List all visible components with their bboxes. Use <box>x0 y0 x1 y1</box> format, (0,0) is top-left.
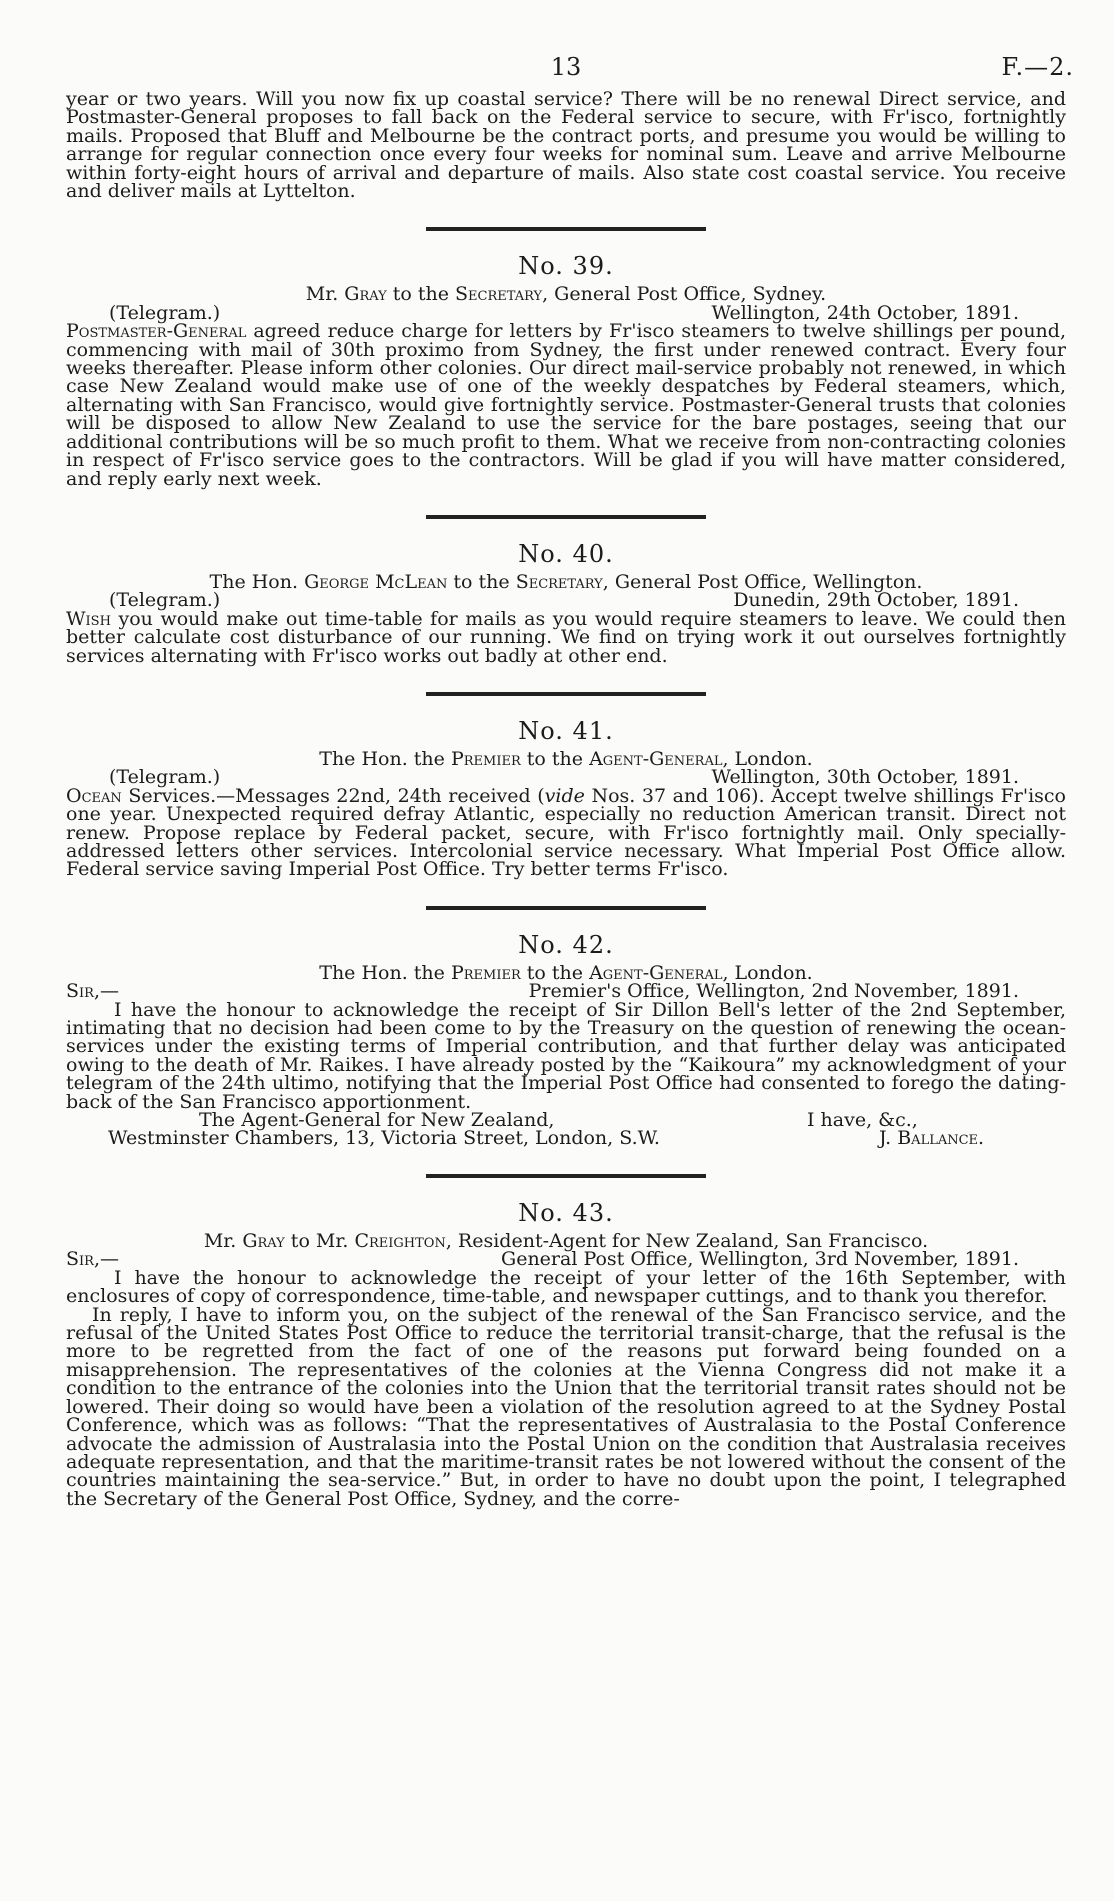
signatory: J. Ballance. <box>879 1127 985 1150</box>
section-divider <box>426 1174 706 1178</box>
addressee-address: Westminster Chambers, 13, Victoria Street, London, S.W. <box>108 1127 660 1150</box>
telegram-label: (Telegram.) <box>109 766 221 789</box>
section-number-39: No. 39. <box>518 252 614 281</box>
salutation: Sir,— <box>66 980 119 1003</box>
intro-paragraph: year or two years. Will you now fix up coastal service? There will be no renewal Direct service, and Postmaster-General proposes to fall back on the Federal service to secure, with Fr'isco, fortnightly mails. Proposed that Bluff and Melbourne be the contract ports, and presume you would be willing to arrange for regular connection once every four weeks for nominal sum. Leave and arrive Melbourne within forty-eight hours of arrival and departure of mails. Also state cost coastal service. You receive and deliver mails at Lyttelton. <box>66 88 1066 203</box>
section-divider <box>426 692 706 696</box>
place-date: Wellington, 24th October, 1891. <box>711 301 1019 324</box>
salutation-row-42 <box>66 980 1066 1003</box>
telegram-label: (Telegram.) <box>109 589 221 612</box>
section-body-43-p2: In reply, I have to inform you, on the subject of the renewal of the San Francisco service, and the refusal of the United States Post Office to reduce the territorial transit-charge, that the refusal is the more to be regretted from the fact of one of the reasons put forward being founded on a misapprehension. The representatives of the colonies at the Vienna Congress did not make it a condition to the entrance of the colonies into the Union that the territorial transit rates should not be lowered. Their doing so would have been a violation of the resolution agreed to at the Sydney Postal Conference, which was as follows: “That the representatives of Australasia to the Postal Conference advocate the admission of Australasia into the Postal Union on the condition that Australasia receives adequate representation, and that the maritime-transit rates be not lowered without the consent of the countries maintaining the sea-service.” But, in order to have no doubt upon the point, I telegraphed the Secretary of the General Post Office, Sydney, and the corre- <box>66 1303 1066 1510</box>
place-date: Premier's Office, Wellington, 2nd November, 1891. <box>528 980 1019 1003</box>
section-title-40: The Hon. George McLean to the Secretary, General Post Office, Wellington. <box>209 570 923 593</box>
section-body-40: Wish you would make out time-table for mails as you would require steamers to leave. We could then better calculate cost disturbance of our running. We find on trying work it out ourselves fortnightly services alternating with Fr'isco works out badly at other end. <box>66 607 1066 667</box>
section-number-42: No. 42. <box>518 930 614 959</box>
section-divider <box>426 906 706 910</box>
section-title-43: Mr. Gray to Mr. Creighton, Resident-Agent for New Zealand, San Francisco. <box>203 1230 929 1253</box>
closing: I have, &c., <box>807 1109 918 1132</box>
place-date: Dunedin, 29th October, 1891. <box>733 589 1019 612</box>
place-date: Wellington, 30th October, 1891. <box>711 766 1019 789</box>
section-number-40: No. 40. <box>518 539 614 568</box>
section-title-39: Mr. Gray to the Secretary, General Post Office, Sydney. <box>305 283 827 306</box>
section-body-42: I have the honour to acknowledge the receipt of Sir Dillon Bell's letter of the 2nd September, intimating that no decision had been come to by the Treasury on the question of renewing the ocean-services under the existing terms of Imperial contribution, and that further delay was anticipated owing to the death of Mr. Raikes. I have already posted by the “Kaikoura” my acknowledgment of your telegram of the 24th ultimo, notifying that the Imperial Post Office had consented to forego the dating-back of the San Francisco apportionment. <box>66 998 1066 1113</box>
salutation: Sir,— <box>66 1248 119 1271</box>
section-title-42: The Hon. the Premier to the Agent-General, London. <box>319 961 813 984</box>
section-title-41: The Hon. the Premier to the Agent-General, London. <box>319 747 813 770</box>
signature-row-2 <box>66 1127 1066 1150</box>
telegram-label: (Telegram.) <box>109 301 221 324</box>
section-body-43-p1: I have the honour to acknowledge the receipt of your letter of the 16th September, with enclosures of copy of correspondence, time-table, and newspaper cuttings, and to thank you therefor. <box>66 1266 1066 1308</box>
section-number-41: No. 41. <box>518 716 614 745</box>
page-number: 13 <box>550 53 582 81</box>
section-divider <box>426 515 706 519</box>
addressee: The Agent-General for New Zealand, <box>199 1109 555 1132</box>
section-body-39: Postmaster-General agreed reduce charge for letters by Fr'isco steamers to twelve shillings per pound, commencing with mail of 30th proximo from Sydney, the first under renewed contract. Every four weeks thereafter. Please inform other colonies. Our direct mail-service probably not renewed, in which case New Zealand would make use of one of the weekly despatches by Federal steamers, which, alternating with San Francisco, would give fortnightly service. Postmaster-General trusts that colonies will be disposed to allow New Zealand to use the service for the bare postages, seeing that our additional contributions will be so much profit to them. What we receive from non-contracting colonies in respect of Fr'isco service goes to the contractors. Will be glad if you will have matter considered, and reply early next week. <box>66 320 1066 490</box>
place-date: General Post Office, Wellington, 3rd November, 1891. <box>501 1248 1019 1271</box>
section-number-43: No. 43. <box>518 1199 614 1228</box>
document-code: F.—2. <box>1001 53 1074 81</box>
page-header <box>66 53 1074 88</box>
section-divider <box>426 227 706 231</box>
section-body-41: Ocean Services.—Messages 22nd, 24th received (vide Nos. 37 and 106). Accept twelve shillings Fr'isco one year. Unexpected required defray Atlantic, especially no reduction American transit. Direct not renew. Propose replace by Federal packet, secure, with Fr'isco fortnightly mail. Only specially-addressed letters other services. Intercolonial service necessary. What Imperial Post Office allow. Federal service saving Imperial Post Office. Try better terms Fr'isco. <box>66 784 1066 881</box>
